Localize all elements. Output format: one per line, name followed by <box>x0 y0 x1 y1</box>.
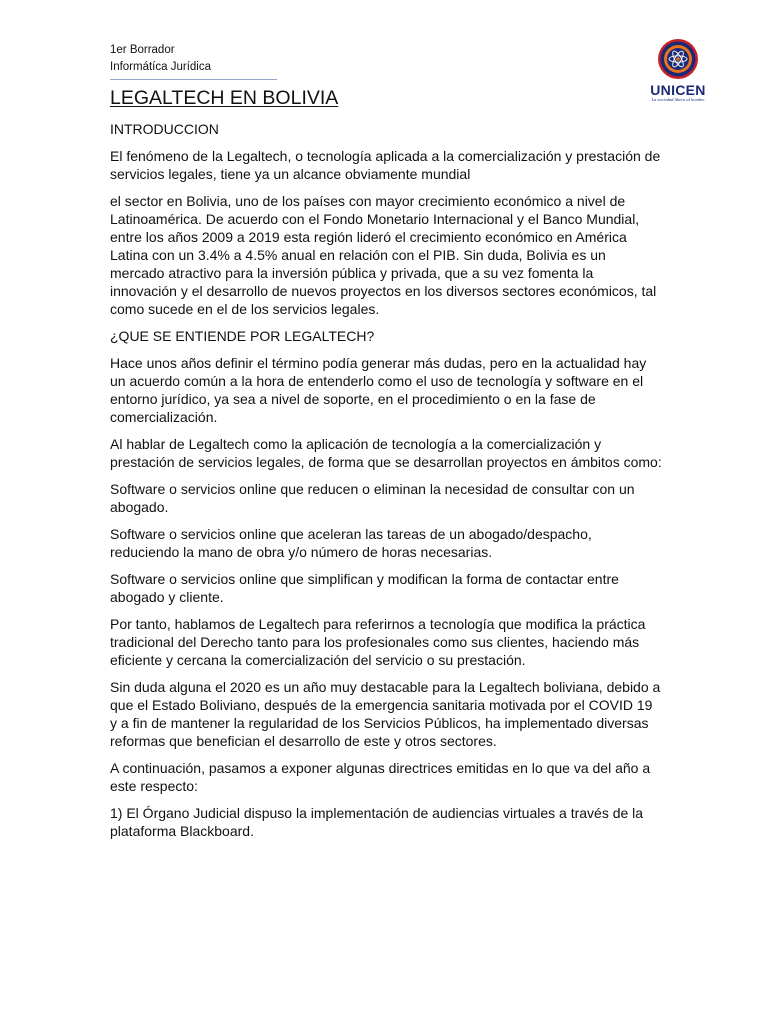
paragraph: El fenómeno de la Legaltech, o tecnología aplicada a la comercialización y prestación de servicios legales, tiene ya un alcance obviamente mundial <box>110 148 661 182</box>
unicen-seal-icon <box>640 38 716 82</box>
question-heading: ¿QUE SE ENTIENDE POR LEGALTECH? <box>110 328 375 344</box>
document-header <box>110 42 278 76</box>
header-divider <box>110 79 277 80</box>
document-title: LEGALTECH EN BOLIVIA <box>110 87 339 109</box>
logo-wordmark: UNICEN <box>650 82 706 98</box>
paragraph: 1) El Órgano Judicial dispuso la implementación de audiencias virtuales a través de la plataforma Blackboard. <box>110 805 644 839</box>
logo-tagline: La sociedad libera al hombre <box>651 97 705 102</box>
intro-heading: INTRODUCCION <box>110 121 219 137</box>
paragraph: el sector en Bolivia, uno de los países con mayor crecimiento económico a nivel de Latinoamérica. De acuerdo con el Fondo Monetario Internacional y el Banco Mundial, entre los años 2009 a 2019 esta región lideró el crecimiento económico en América Latina con un 3.4% a 4.5% anual en relación con el PIB. Sin duda, Bolivia es un mercado atractivo para la inversión pública y privada, que a su vez fomenta la innovación y el desarrollo de nuevos proyectos en los diversos sectores económicos, tal como sucede en el de los servicios legales. <box>110 193 657 317</box>
paragraph: Hace unos años definir el término podía generar más dudas, pero en la actualidad hay un acuerdo común a la hora de entenderlo como el uso de tecnología y software en el entorno jurídico, ya sea a nivel de soporte, en el procedimiento o en la fase de comercialización. <box>110 355 647 425</box>
paragraph: Por tanto, hablamos de Legaltech para referirnos a tecnología que modifica la práctica tradicional del Derecho tanto para los profesionales como sus clientes, haciendo más eficiente y cercana la comercialización del servicio o su prestación. <box>110 616 646 668</box>
paragraph: Sin duda alguna el 2020 es un año muy destacable para la Legaltech boliviana, debido a que el Estado Boliviano, después de la emergencia sanitaria motivada por el COVID 19 y a fin de mantener la regularidad de los Servicios Públicos, ha implementado diversas reformas que benefician el desarrollo de este y otros sectores. <box>110 679 661 749</box>
paragraph: A continuación, pasamos a exponer algunas directrices emitidas en lo que va del año a este respecto: <box>110 760 651 794</box>
paragraph: Software o servicios online que reducen o eliminan la necesidad de consultar con un abogado. <box>110 481 635 515</box>
header-draft-label: 1er Borrador <box>110 44 175 56</box>
paragraph: Software o servicios online que simplifican y modifican la forma de contactar entre abogado y cliente. <box>110 571 619 605</box>
document-body <box>110 86 662 849</box>
paragraph: Software o servicios online que aceleran las tareas de un abogado/despacho, reduciendo la mano de obra y/o número de horas necesarias. <box>110 526 592 560</box>
paragraph: Al hablar de Legaltech como la aplicación de tecnología a la comercialización y prestación de servicios legales, de forma que se desarrollan proyectos en ámbitos como: <box>110 436 662 470</box>
header-subject-label: Informátíca Jurídica <box>110 61 211 73</box>
